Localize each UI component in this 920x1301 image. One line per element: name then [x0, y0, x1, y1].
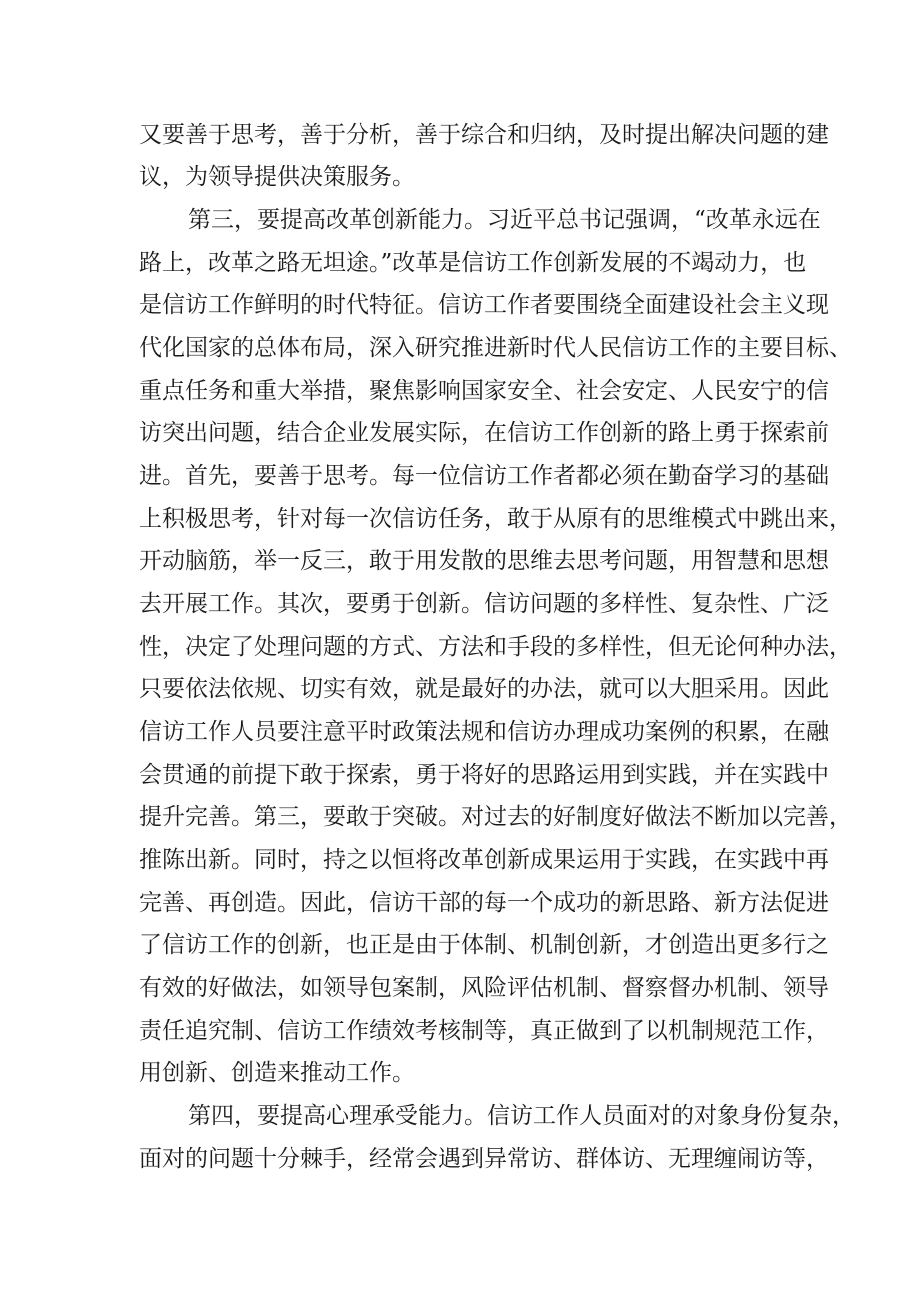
text-line: 议，为领导提供决策服务。 [139, 164, 415, 190]
text-line: 代化国家的总体布局，深入研究推进新时代人民信访工作的主要目标、 [139, 335, 852, 361]
paragraph-start-line: 第三，要提高改革创新能力。习近平总书记强调，“改革永远在 [188, 207, 821, 233]
text-line: 又要善于思考，善于分析，善于综合和归纳，及时提出解决问题的建 [139, 122, 829, 148]
text-line: 面对的问题十分棘手，经常会遇到异常访、群体访、无理缠闹访等， [139, 1146, 829, 1172]
text-line: 会贯通的前提下敢于探索，勇于将好的思路运用到实践，并在实践中 [139, 762, 829, 788]
text-line: 信访工作人员要注意平时政策法规和信访办理成功案例的积累，在融 [139, 719, 829, 745]
text-line: 有效的好做法，如领导包案制，风险评估机制、督察督办机制、领导 [139, 975, 829, 1001]
text-line: 了信访工作的创新，也正是由于体制、机制创新，才创造出更多行之 [139, 932, 829, 958]
text-line: 开动脑筋，举一反三，敢于用发散的思维去思考问题，用智慧和思想 [139, 548, 829, 574]
text-line: 责任追究制、信访工作绩效考核制等，真正做到了以机制规范工作， [139, 1018, 829, 1044]
text-line: 去开展工作。其次，要勇于创新。信访问题的多样性、复杂性、广泛 [139, 591, 829, 617]
text-line: 完善、再创造。因此，信访干部的每一个成功的新思路、新方法促进 [139, 890, 829, 916]
text-line: 性，决定了处理问题的方式、方法和手段的多样性，但无论何种办法， [139, 634, 852, 660]
text-line: 提升完善。第三，要敢于突破。对过去的好制度好做法不断加以完善， [139, 804, 852, 830]
text-line: 路上，改革之路无坦途。”改革是信访工作创新发展的不竭动力，也 [139, 250, 807, 276]
text-line: 上积极思考，针对每一次信访任务，敢于从原有的思维模式中跳出来， [139, 506, 852, 532]
text-line: 推陈出新。同时，持之以恒将改革创新成果运用于实践，在实践中再 [139, 847, 829, 873]
text-line: 是信访工作鲜明的时代特征。信访工作者要围绕全面建设社会主义现 [139, 292, 829, 318]
text-line: 进。首先，要善于思考。每一位信访工作者都必须在勤奋学习的基础 [139, 463, 829, 489]
text-line: 用创新、创造来推动工作。 [139, 1060, 415, 1086]
text-line: 访突出问题，结合企业发展实际，在信访工作创新的路上勇于探索前 [139, 420, 829, 446]
text-line: 只要依法依规、切实有效，就是最好的办法，就可以大胆采用。因此 [139, 676, 829, 702]
paragraph-start-line: 第四，要提高心理承受能力。信访工作人员面对的对象身份复杂， [188, 1103, 855, 1129]
text-line: 重点任务和重大举措，聚焦影响国家安全、社会安定、人民安宁的信 [139, 378, 829, 404]
